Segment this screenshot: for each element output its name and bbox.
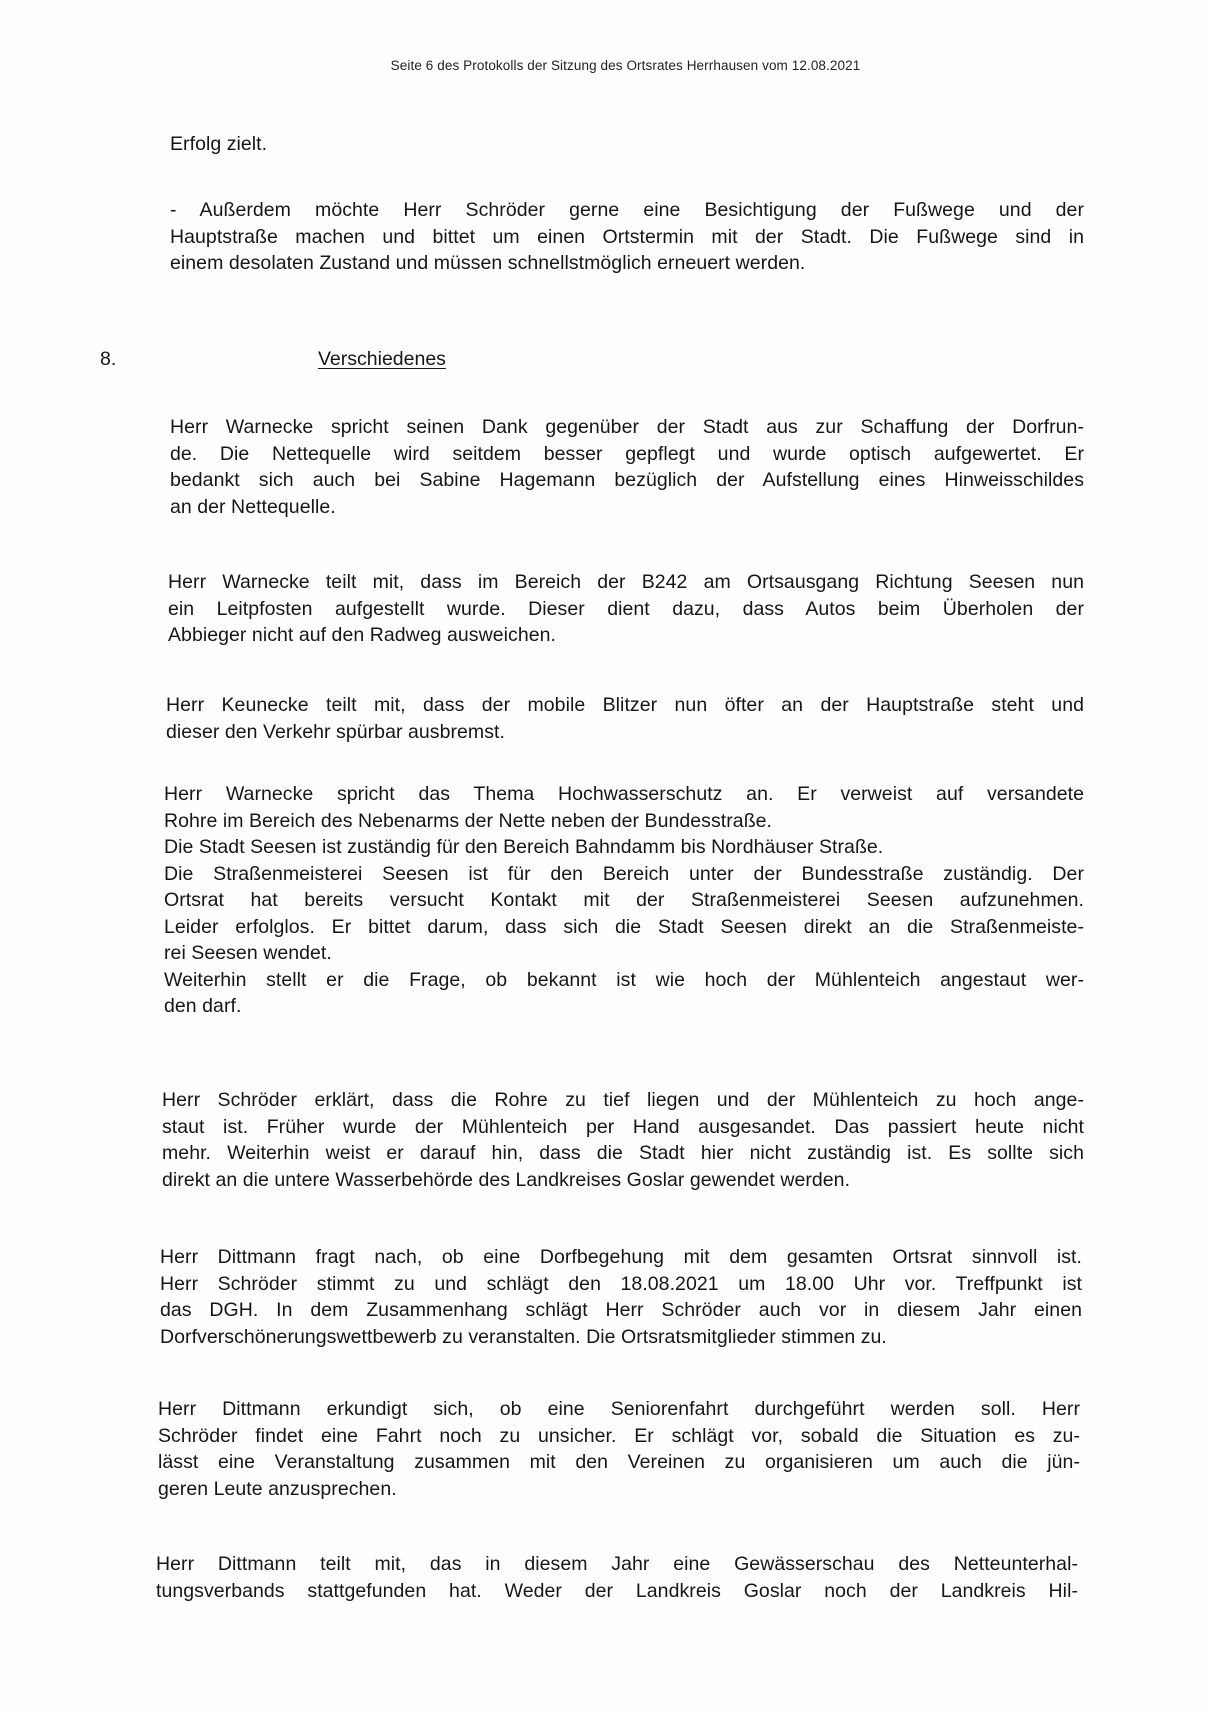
text-line: Herr Schröder stimmt zu und schlägt den 18.08.2021 um 18.00 Uhr vor. Treffpunkt ist: [160, 1272, 1082, 1295]
paragraph-dank-dorfrunde: [170, 414, 1084, 520]
text-line: bedankt sich auch bei Sabine Hagemann bezüglich der Aufstellung eines Hinweisschildes: [170, 469, 1084, 491]
continuation-paragraph: [170, 131, 570, 158]
paragraph-dorfbegehung: [160, 1244, 1082, 1350]
text-line: Dorfverschönerungswettbewerb zu veranstalten. Die Ortsratsmitglieder stimmen zu.: [160, 1325, 887, 1348]
text-line: de. Die Nettequelle wird seitdem besser gepflegt und wurde optisch aufgewertet. Er: [170, 442, 1084, 465]
text-line: an der Nettequelle.: [170, 495, 336, 518]
text-line: lässt eine Veranstaltung zusammen mit den Vereinen zu organisieren um auch die jün-: [158, 1451, 1080, 1473]
text-line: Rohre im Bereich des Nebenarms der Nette neben der Bundesstraße.: [164, 809, 773, 832]
section-title: Verschiedenes: [318, 348, 446, 370]
text-line: Erfolg zielt.: [170, 133, 268, 155]
text-line: Herr Dittmann teilt mit, das in diesem Jahr eine Gewässerschau des Netteunterhal-: [156, 1553, 1078, 1575]
text-line: mehr. Weiterhin weist er darauf hin, dass die Stadt hier nicht zuständig ist. Es sollte sich: [162, 1142, 1084, 1164]
paragraph-fusswege: [170, 197, 1084, 277]
paragraph-seniorenfahrt: [158, 1396, 1080, 1502]
text-line: - Außerdem möchte Herr Schröder gerne eine Besichtigung der Fußwege und der: [170, 199, 1084, 221]
text-line: rei Seesen wendet.: [164, 942, 332, 964]
text-line: staut ist. Früher wurde der Mühlenteich per Hand ausgesandet. Das passiert heute nicht: [162, 1115, 1084, 1138]
text-line: Schröder findet eine Fahrt noch zu unsicher. Er schlägt vor, sobald die Situation es zu-: [158, 1424, 1080, 1447]
text-line: den darf.: [164, 995, 242, 1017]
paragraph-hochwasserschutz: [164, 781, 1084, 1020]
text-line: Herr Warnecke spricht das Thema Hochwasserschutz an. Er verweist auf versandete: [164, 783, 1084, 805]
text-line: Hauptstraße machen und bittet um einen Ortstermin mit der Stadt. Die Fußwege sind in: [170, 225, 1084, 248]
text-line: direkt an die untere Wasserbehörde des Landkreises Goslar gewendet werden.: [162, 1168, 851, 1191]
text-line: Die Stadt Seesen ist zuständig für den Bereich Bahndamm bis Nordhäuser Straße.: [164, 836, 884, 858]
paragraph-blitzer: [166, 692, 1084, 745]
text-line: Herr Schröder erklärt, dass die Rohre zu tief liegen und der Mühlenteich zu hoch ange-: [162, 1089, 1084, 1111]
text-line: Weiterhin stellt er die Frage, ob bekannt ist wie hoch der Mühlenteich angestaut wer-: [164, 968, 1084, 991]
text-line: Herr Keunecke teilt mit, dass der mobile Blitzer nun öfter an der Hauptstraße steht und: [166, 694, 1084, 716]
text-line: Herr Dittmann erkundigt sich, ob eine Seniorenfahrt durchgeführt werden soll. Herr: [158, 1398, 1080, 1420]
text-line: geren Leute anzusprechen.: [158, 1477, 397, 1500]
text-line: Herr Dittmann fragt nach, ob eine Dorfbegehung mit dem gesamten Ortsrat sinnvoll ist.: [160, 1246, 1082, 1268]
paragraph-schroeder-rohre: [162, 1087, 1084, 1193]
paragraph-leitpfosten: [168, 569, 1084, 649]
text-line: Herr Warnecke spricht seinen Dank gegenüber der Stadt aus zur Schaffung der Dorfrun-: [170, 416, 1084, 438]
text-line: das DGH. In dem Zusammenhang schlägt Herr Schröder auch vor in diesem Jahr einen: [160, 1299, 1082, 1321]
paragraph-gewaesserschau: [156, 1551, 1078, 1604]
text-line: Ortsrat hat bereits versucht Kontakt mit der Straßenmeisterei Seesen aufzunehmen.: [164, 889, 1084, 911]
running-header: Seite 6 des Protokolls der Sitzung des Ortsrates Herrhausen vom 12.08.2021: [390, 58, 861, 73]
text-line: Abbieger nicht auf den Radweg ausweichen.: [168, 624, 556, 646]
text-line: ein Leitpfosten aufgestellt wurde. Dieser dient dazu, dass Autos beim Überholen der: [168, 597, 1084, 620]
text-line: dieser den Verkehr spürbar ausbremst.: [166, 720, 505, 743]
section-number: 8.: [100, 348, 117, 370]
text-line: Die Straßenmeisterei Seesen ist für den Bereich unter der Bundesstraße zuständig. Der: [164, 862, 1084, 885]
text-line: tungsverbands stattgefunden hat. Weder der Landkreis Goslar noch der Landkreis Hil-: [156, 1579, 1078, 1602]
text-line: Herr Warnecke teilt mit, dass im Bereich der B242 am Ortsausgang Richtung Seesen nun: [168, 571, 1084, 593]
text-line: Leider erfolglos. Er bittet darum, dass sich die Stadt Seesen direkt an die Straßenmeiste-: [164, 915, 1084, 938]
text-line: einem desolaten Zustand und müssen schnellstmöglich erneuert werden.: [170, 252, 806, 274]
